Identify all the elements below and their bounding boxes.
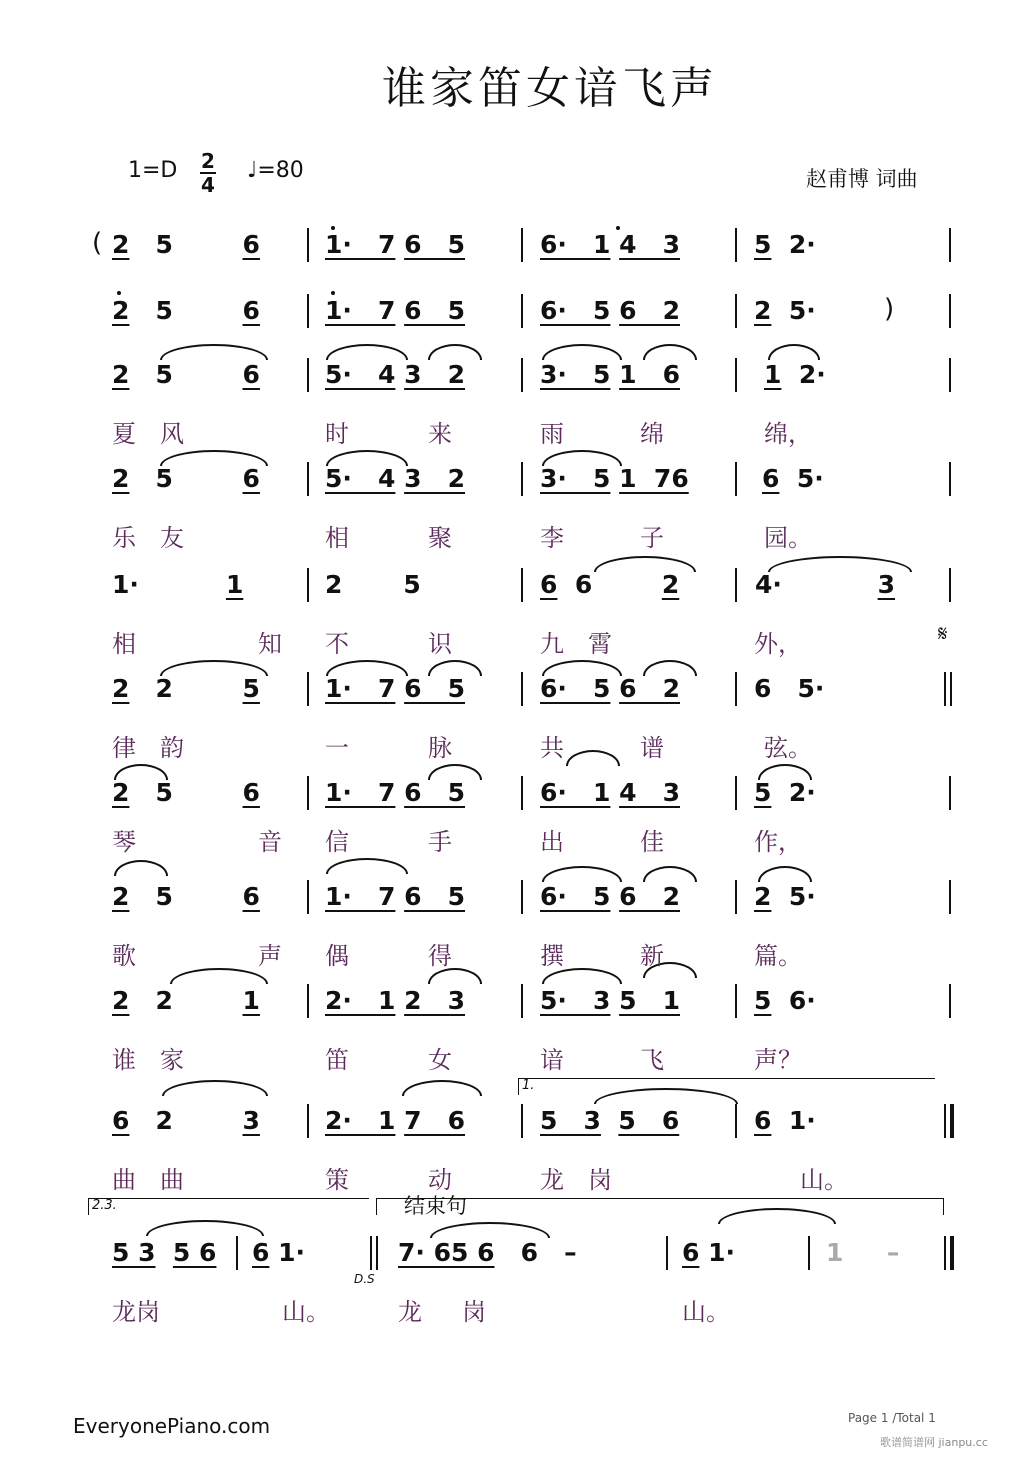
- lyric: 声: [258, 942, 282, 970]
- slur: [170, 968, 268, 984]
- page-title: 谁家笛女谙飞声: [382, 63, 718, 114]
- lyric: 韵: [160, 734, 184, 762]
- lyric: 相: [112, 630, 136, 658]
- lyric: 相: [325, 524, 349, 552]
- barline: [735, 294, 737, 328]
- note: 5· 4 3 2: [325, 360, 466, 389]
- lyric: 飞: [640, 1046, 664, 1074]
- barline: [949, 568, 951, 602]
- lyric: 绵: [640, 420, 664, 448]
- note: 2 5 6: [112, 882, 260, 911]
- lyric: 音: [258, 828, 282, 856]
- barline: [307, 672, 309, 706]
- lyric: 外，: [754, 630, 802, 658]
- note: 6 1·: [252, 1238, 306, 1267]
- barline: [521, 1104, 523, 1138]
- note: 5 6·: [754, 986, 816, 1015]
- lyric: 偶: [325, 942, 349, 970]
- lyric: 风: [160, 420, 184, 448]
- slur: [160, 344, 268, 360]
- slur: [430, 1222, 550, 1238]
- barline: [949, 294, 951, 328]
- barline: [307, 294, 309, 328]
- lyric: 识: [428, 630, 452, 658]
- barline: [808, 1236, 810, 1270]
- high-dot: [331, 226, 335, 230]
- final-barline-thick: [950, 1236, 954, 1270]
- barline: [735, 776, 737, 810]
- barline: [307, 776, 309, 810]
- note-grey: 1 –: [826, 1238, 900, 1267]
- barline: [521, 358, 523, 392]
- lyric: 岗: [588, 1166, 612, 1194]
- lyric: 岗: [462, 1298, 486, 1326]
- barline: [735, 672, 737, 706]
- note: 2 5·: [754, 296, 816, 325]
- barline: [949, 228, 951, 262]
- lyric: 乐: [112, 524, 136, 552]
- note: 6 5·: [762, 464, 824, 493]
- lyric: 友: [160, 524, 184, 552]
- barline: [735, 462, 737, 496]
- note: 5 3 5 6: [112, 1238, 217, 1267]
- slur: [326, 858, 408, 874]
- barline: [307, 568, 309, 602]
- barline: [521, 568, 523, 602]
- note: 6· 1 4 3: [540, 230, 681, 259]
- lyric: 一: [325, 734, 349, 762]
- double-barline: [376, 1236, 378, 1270]
- lyric: 笛: [325, 1046, 349, 1074]
- note: 6· 5 6 2: [540, 674, 681, 703]
- barline: [236, 1236, 238, 1270]
- slur: [146, 1220, 264, 1236]
- note: 6· 5 6 2: [540, 296, 681, 325]
- note: 6· 1 4 3: [540, 778, 681, 807]
- slur: [402, 1080, 482, 1096]
- barline: [521, 880, 523, 914]
- slur: [542, 866, 622, 882]
- lyric: 作，: [754, 828, 802, 856]
- barline: [949, 880, 951, 914]
- repeat-barline: [944, 1104, 946, 1138]
- note: 3· 5 1 6: [540, 360, 681, 389]
- lyric: 琴: [112, 828, 136, 856]
- double-barline: [370, 1236, 372, 1270]
- lyric: 撰: [540, 942, 564, 970]
- note: 2 2 5: [112, 674, 260, 703]
- barline: [307, 984, 309, 1018]
- note: 1· 7 6 5: [325, 778, 466, 807]
- note: 3· 5 1 76: [540, 464, 689, 493]
- note: 1· 1: [112, 570, 244, 599]
- lyric: 女: [428, 1046, 452, 1074]
- lyric: 子: [640, 524, 664, 552]
- barline: [521, 672, 523, 706]
- slur: [566, 750, 620, 766]
- note: 6 1·: [754, 1106, 816, 1135]
- tempo-marking: ♩=80: [247, 158, 304, 183]
- note: 5 3 5 6: [540, 1106, 680, 1135]
- note: 1 2·: [764, 360, 826, 389]
- note: 1· 7 6 5: [325, 230, 466, 259]
- barline: [949, 984, 951, 1018]
- slur: [643, 344, 697, 360]
- note: 2· 1 2 3: [325, 986, 466, 1015]
- barline: [307, 462, 309, 496]
- note: 2· 1 7 6: [325, 1106, 466, 1135]
- lyric: 律: [112, 734, 136, 762]
- barline: [735, 228, 737, 262]
- note: 6 2 3: [112, 1106, 260, 1135]
- barline: [666, 1236, 668, 1270]
- lyric: 佳: [640, 828, 664, 856]
- lyric: 得: [428, 942, 452, 970]
- lyric: 动: [428, 1166, 452, 1194]
- note: 2 5 6: [112, 296, 260, 325]
- lyric: 手: [428, 828, 452, 856]
- lyric: 不: [325, 630, 349, 658]
- open-paren: (: [92, 228, 103, 258]
- lyric: 聚: [428, 524, 452, 552]
- note: 6 6 2: [540, 570, 680, 599]
- slur: [428, 344, 482, 360]
- volta-1-label: 1.: [522, 1078, 535, 1093]
- lyric: 李: [540, 524, 564, 552]
- lyric: 山。: [282, 1298, 330, 1326]
- barline: [521, 984, 523, 1018]
- lyric: 山。: [800, 1166, 848, 1194]
- slur: [162, 1080, 268, 1096]
- lyric: 策: [325, 1166, 349, 1194]
- note: 2 5 6: [112, 464, 260, 493]
- lyric: 山。: [682, 1298, 730, 1326]
- note: 7· 65 6 6 –: [398, 1238, 577, 1267]
- barline: [307, 1104, 309, 1138]
- note: 2 5 6: [112, 778, 260, 807]
- lyric: 弦。: [764, 734, 812, 762]
- barline: [735, 358, 737, 392]
- lyric: 歌: [112, 942, 136, 970]
- barline: [521, 294, 523, 328]
- note: 1· 7 6 5: [325, 674, 466, 703]
- time-signature: [200, 150, 216, 196]
- lyric: 谁: [112, 1046, 136, 1074]
- barline: [735, 880, 737, 914]
- slur: [326, 344, 408, 360]
- lyric: 霄: [588, 630, 612, 658]
- high-dot: [331, 291, 335, 295]
- time-bottom: 4: [201, 173, 215, 197]
- slur: [114, 860, 168, 876]
- lyric: 家: [160, 1046, 184, 1074]
- note: 5· 4 3 2: [325, 464, 466, 493]
- slur: [758, 866, 812, 882]
- lyric: 谱: [640, 734, 664, 762]
- note: 5· 3 5 1: [540, 986, 681, 1015]
- barline: [949, 776, 951, 810]
- repeat-barline-thick: [950, 1104, 954, 1138]
- close-paren: ): [884, 294, 895, 324]
- note: 5 2·: [754, 230, 816, 259]
- page-number: Page 1 /Total 1: [848, 1411, 936, 1425]
- lyric: 绵，: [764, 420, 812, 448]
- author-credit: 赵甫博 词曲: [806, 167, 918, 191]
- lyric: 龙: [398, 1298, 422, 1326]
- barline: [949, 462, 951, 496]
- barline: [521, 462, 523, 496]
- segno-sign: 𝄋: [938, 622, 948, 647]
- barline: [521, 776, 523, 810]
- barline: [944, 672, 946, 706]
- note: 2 2 1: [112, 986, 260, 1015]
- barline: [949, 358, 951, 392]
- note: 1· 7 6 5: [325, 296, 466, 325]
- final-barline: [944, 1236, 946, 1270]
- barline: [307, 880, 309, 914]
- watermark: 歌谱简谱网 jianpu.cc: [880, 1436, 988, 1449]
- lyric: 九: [540, 630, 564, 658]
- lyric: 雨: [540, 420, 564, 448]
- lyric: 曲: [160, 1166, 184, 1194]
- barline: [735, 568, 737, 602]
- note: 4· 3: [755, 570, 896, 599]
- lyric: 脉: [428, 734, 452, 762]
- lyric: 新: [640, 942, 664, 970]
- barline: [735, 1104, 737, 1138]
- lyric: 时: [325, 420, 349, 448]
- time-top: 2: [201, 149, 215, 173]
- dal-segno-mark: D.S: [354, 1272, 375, 1286]
- note: 6 1·: [682, 1238, 736, 1267]
- lyric: 声？: [754, 1046, 802, 1074]
- lyric: 龙岗: [112, 1298, 160, 1326]
- lyric: 共: [540, 734, 564, 762]
- lyric: 来: [428, 420, 452, 448]
- barline: [521, 228, 523, 262]
- note: 2 5·: [754, 882, 816, 911]
- note: 2 5: [325, 570, 421, 599]
- slur: [643, 866, 697, 882]
- volta-1: [518, 1078, 935, 1095]
- double-barline: [950, 672, 952, 706]
- lyric: 出: [540, 828, 564, 856]
- slur: [768, 344, 820, 360]
- lyric: 园。: [764, 524, 812, 552]
- note: 2 5 6: [112, 230, 260, 259]
- lyric: 龙: [540, 1166, 564, 1194]
- lyric: 夏: [112, 420, 136, 448]
- note: 2 5 6: [112, 360, 260, 389]
- ending-label: 结束句: [404, 1194, 467, 1218]
- lyric: 曲: [112, 1166, 136, 1194]
- note: 5 2·: [754, 778, 816, 807]
- barline: [307, 358, 309, 392]
- volta-2-3: [88, 1198, 369, 1215]
- key-signature: 1=D: [128, 158, 178, 183]
- lyric: 谙: [540, 1046, 564, 1074]
- volta-2-3-label: 2.3.: [92, 1198, 117, 1213]
- high-dot: [616, 226, 620, 230]
- barline: [307, 228, 309, 262]
- barline: [735, 984, 737, 1018]
- note: 6· 5 6 2: [540, 882, 681, 911]
- note: 1· 7 6 5: [325, 882, 466, 911]
- lyric: 知: [258, 630, 282, 658]
- lyric: 篇。: [754, 942, 802, 970]
- slur: [542, 344, 622, 360]
- high-dot: [117, 291, 121, 295]
- note: 6 5·: [754, 674, 825, 703]
- site-footer: EveryonePiano.com: [73, 1414, 271, 1438]
- lyric: 信: [325, 828, 349, 856]
